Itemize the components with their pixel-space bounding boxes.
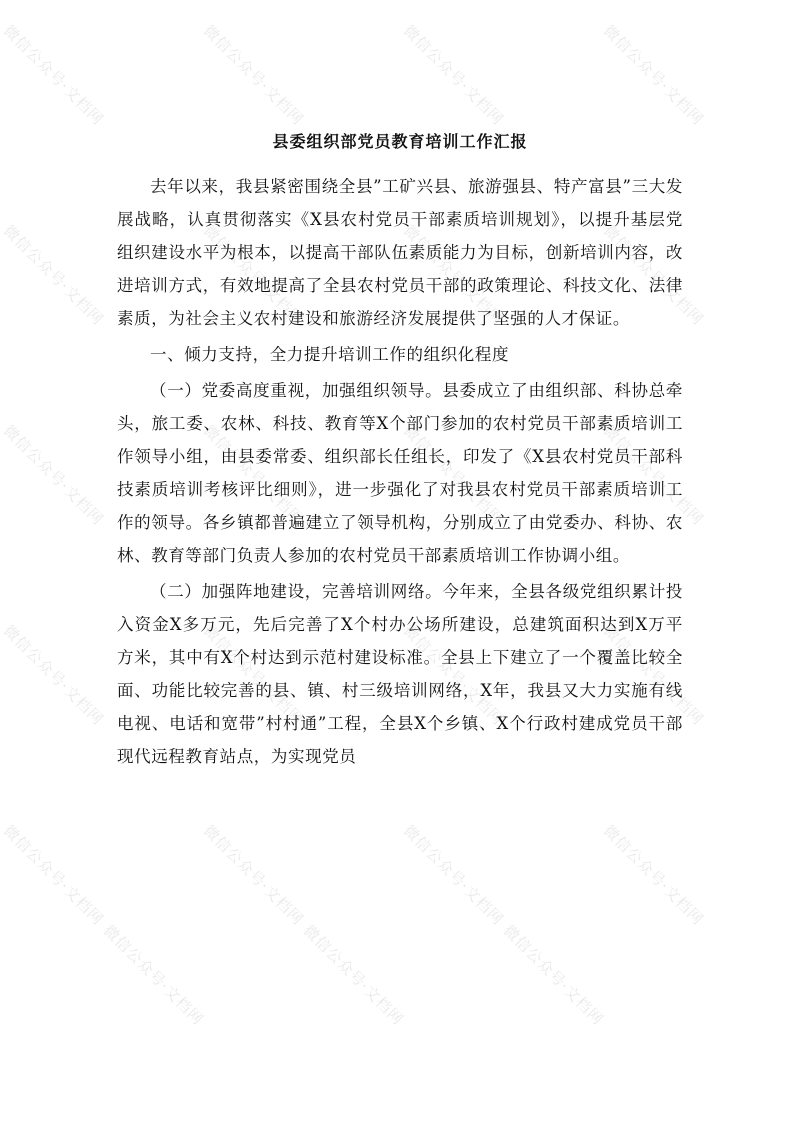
watermark-text: 微信公众号·文档网	[199, 821, 308, 929]
watermark-text: 微信公众号·文档网	[199, 421, 308, 529]
watermark-text: 微信公众号·文档网	[399, 21, 508, 129]
document-body	[117, 128, 683, 773]
watermark-text: 微信公众号·文档网	[299, 921, 408, 1029]
body-paragraph: （二）加强阵地建设，完善培训网络。今年来，全县各级党组织累计投入资金X多万元，先后完善了X个村办公场所建设，总建筑面积达到X万平方米，其中有X个村达到示范村建设标准。全县上下建立了一个覆盖比较全面、功能比较完善的县、镇、村三级培训网络，X年，我县又大力实施有线电视、电话和宽带”村村通”工程，全县X个乡镇、X个行政村建成党员干部现代远程教育站点，为实现党员	[117, 582, 683, 766]
body-paragraph: （一）党委高度重视，加强组织领导。县委成立了由组织部、科协总牵头，旅工委、农林、科技、教育等X个部门参加的农村党员干部素质培训工作领导小组，由县委常委、组织部长任组长，印发了《X县农村党员干部科技素质培训考核评比细则》，进一步强化了对我县农村党员干部素质培训工作的领导。各乡镇都普遍建立了领导机构，分别成立了由党委办、科协、农林、教育等部门负责人参加的农村党员干部素质培训工作协调小组。	[117, 381, 683, 565]
watermark-text: 微信公众号·文档网	[599, 221, 708, 329]
watermark-text: 微信公众号·文档网	[499, 921, 608, 1029]
watermark-text: 微信公众号·文档网	[399, 421, 508, 529]
watermark-text: 微信公众号·文档网	[599, 21, 708, 129]
section-heading: 一、倾力支持，全力提升培训工作的组织化程度	[150, 345, 510, 364]
watermark-text: 微信公众号·文档网	[599, 621, 708, 729]
watermark-text: 微信公众号·文档网	[0, 21, 108, 129]
watermark-text: 微信公众号·文档网	[599, 421, 708, 529]
watermark-text: 微信公众号·文档网	[199, 221, 308, 329]
watermark-text: 微信公众号·文档网	[0, 421, 108, 529]
watermark-text: 微信公众号·文档网	[399, 821, 508, 929]
watermark-text: 微信公众号·文档网	[199, 21, 308, 129]
document-title: 县委组织部党员教育培训工作汇报	[272, 132, 528, 151]
watermark-text: 微信公众号·文档网	[199, 621, 308, 729]
watermark-text: 微信公众号·文档网	[0, 221, 108, 329]
watermark-text: 微信公众号·文档网	[0, 821, 108, 929]
watermark-text: 微信公众号·文档网	[399, 221, 508, 329]
watermark-text: 微信公众号·文档网	[0, 621, 108, 729]
watermark-text: 微信公众号·文档网	[99, 921, 208, 1029]
watermark-text: 微信公众号·文档网	[599, 821, 708, 929]
intro-paragraph: 去年以来，我县紧密围绕全县”工矿兴县、旅游强县、特产富县”三大发展战略，认真贯彻落实《X县农村党员干部素质培训规划》，以提升基层党组织建设水平为根本，以提高干部队伍素质能力为目标，创新培训内容，改进培训方式，有效地提高了全县农村党员干部的政策理论、科技文化、法律素质，为社会主义农村建设和旅游经济发展提供了坚强的人才保证。	[117, 177, 683, 328]
watermark-text: 微信公众号·文档网	[399, 621, 508, 729]
